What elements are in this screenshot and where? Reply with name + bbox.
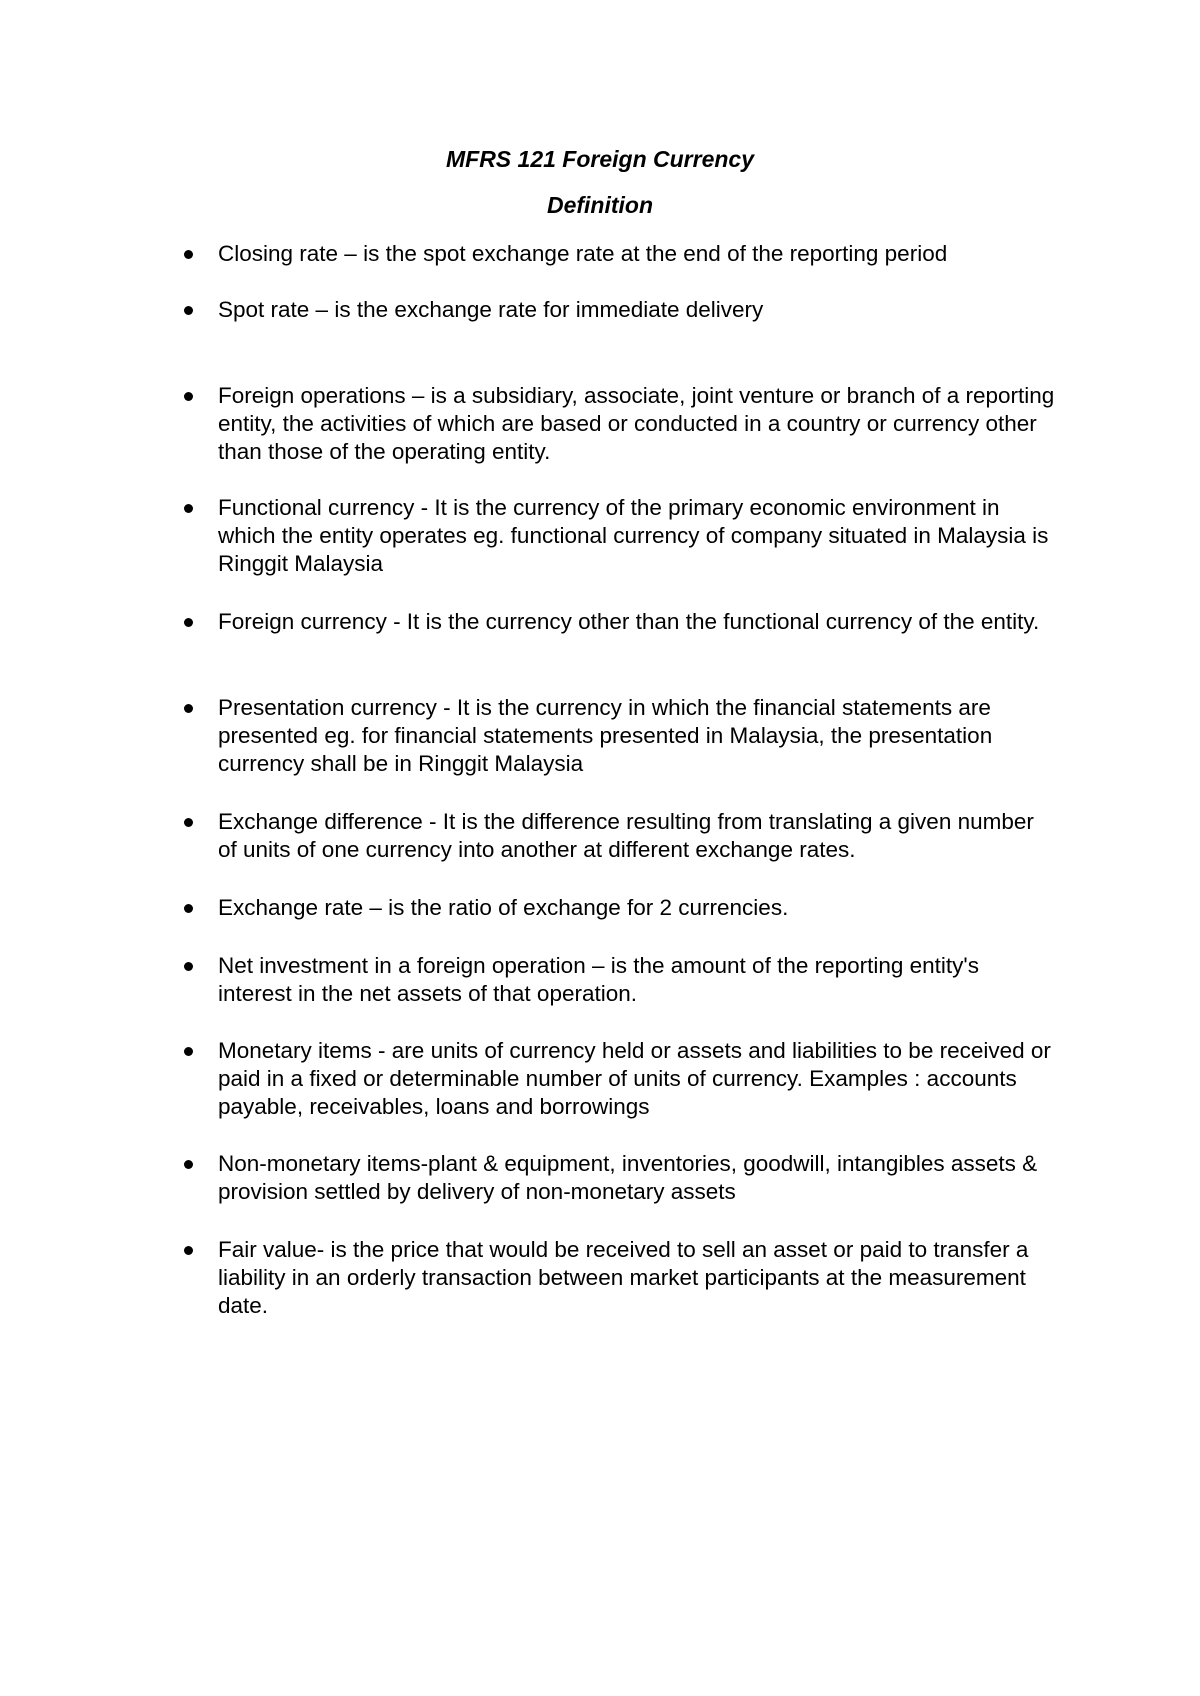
definition-text: Exchange rate – is the ratio of exchange for 2 currencies. (218, 895, 789, 920)
definition-text: Monetary items - are units of currency held or assets and liabilities to be received or paid in a fixed or determinable number of units of currency. Examples : accounts payable, receivables, loans and borrowings (218, 1038, 1051, 1119)
bullet-icon (184, 306, 193, 315)
definition-text: Foreign operations – is a subsidiary, associate, joint venture or branch of a reporting entity, the activities of which are based or conducted in a country or currency other than those of the operating entity. (218, 383, 1055, 464)
definition-text: Foreign currency - It is the currency other than the functional currency of the entity. (218, 609, 1040, 634)
bullet-icon (184, 250, 193, 259)
definition-text: Net investment in a foreign operation – is the amount of the reporting entity's interest in the net assets of that operation. (218, 953, 979, 1006)
bullet-icon (184, 818, 193, 827)
bullet-icon (184, 392, 193, 401)
definition-text: Closing rate – is the spot exchange rate at the end of the reporting period (218, 241, 948, 266)
definition-text: Spot rate – is the exchange rate for immediate delivery (218, 297, 764, 322)
bullet-icon (184, 1160, 193, 1169)
bullet-icon (184, 704, 193, 713)
bullet-icon (184, 1047, 193, 1056)
bullet-icon (184, 1246, 193, 1255)
page-title: MFRS 121 Foreign Currency (445, 146, 755, 172)
bullet-icon (184, 504, 193, 513)
bullet-icon (184, 904, 193, 913)
bullet-icon (184, 618, 193, 627)
definition-text: Presentation currency - It is the currency in which the financial statements are presented eg. for financial statements presented in Malaysia, the presentation currency shall be in Ringgit Malaysia (218, 695, 993, 776)
bullet-icon (184, 962, 193, 971)
definition-text: Non-monetary items-plant & equipment, inventories, goodwill, intangibles assets & provision settled by delivery of non-monetary assets (218, 1151, 1038, 1204)
definition-text: Functional currency - It is the currency of the primary economic environment in which the entity operates eg. functional currency of company situated in Malaysia is Ringgit Malaysia (218, 495, 1049, 576)
definition-text: Fair value- is the price that would be received to sell an asset or paid to transfer a liability in an orderly transaction between market participants at the measurement date. (218, 1237, 1029, 1318)
definition-text: Exchange difference - It is the difference resulting from translating a given number of units of one currency into another at different exchange rates. (218, 809, 1034, 862)
section-heading: Definition (546, 192, 654, 218)
